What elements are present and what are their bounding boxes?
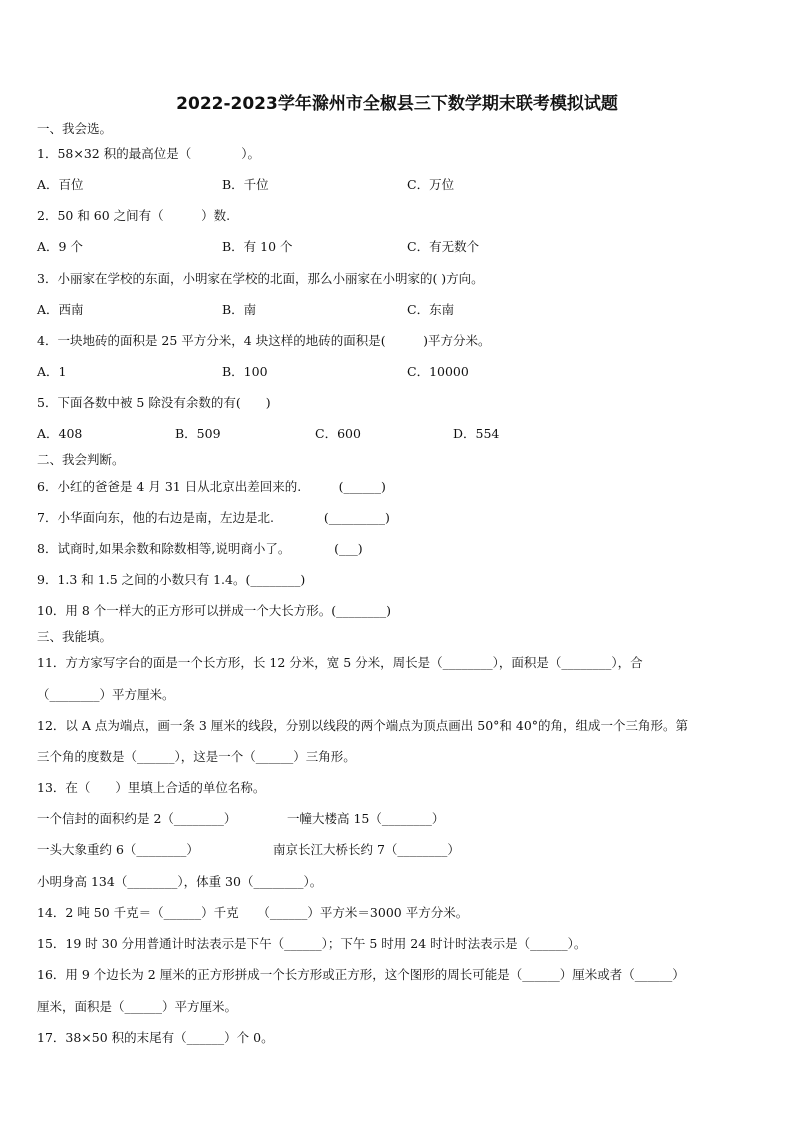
question-11-line-2: （________）平方厘米。 (37, 687, 175, 702)
question-4-option-a: A．1 (37, 364, 67, 379)
question-12-line-1: 12．以 A 点为端点，画一条 3 厘米的线段，分别以线段的两个端点为顶点画出 50°和 40°的角，组成一个三角形。第 (37, 718, 689, 733)
question-5: 5．下面各数中被 5 除没有余数的有( ) (37, 395, 271, 410)
question-13: 13．在（ ）里填上合适的单位名称。 (37, 780, 266, 795)
question-13-item-elephant: 一头大象重约 6（________） (37, 842, 199, 857)
question-1: 1．58×32 积的最高位是（ ）。 (37, 146, 260, 161)
question-4: 4．一块地砖的面积是 25 平方分米，4 块这样的地砖的面积是( )平方分米。 (37, 333, 491, 348)
question-6: 6．小红的爸爸是 4 月 31 日从北京出差回来的. (______) (37, 479, 386, 494)
question-2-option-a: A．9 个 (37, 239, 83, 254)
question-13-item-height-weight: 小明身高 134（________），体重 30（________）。 (37, 874, 323, 889)
question-13-item-building: 一幢大楼高 15（________） (287, 811, 445, 826)
question-4-option-b: B．100 (222, 364, 268, 379)
question-16-line-2: 厘米，面积是（______）平方厘米。 (37, 999, 238, 1014)
question-3: 3．小丽家在学校的东面，小明家在学校的北面，那么小丽家在小明家的( )方向。 (37, 271, 484, 286)
question-2: 2．50 和 60 之间有（ ）数. (37, 208, 231, 223)
question-13-item-envelope: 一个信封的面积约是 2（________） (37, 811, 237, 826)
question-9: 9．1.3 和 1.5 之间的小数只有 1.4。(________) (37, 572, 306, 587)
question-3-option-a: A．西南 (37, 302, 84, 317)
question-7: 7．小华面向东，他的右边是南，左边是北. (_________) (37, 510, 390, 525)
question-12-line-2: 三个角的度数是（______），这是一个（______）三角形。 (37, 749, 356, 764)
question-1-option-c: C．万位 (407, 177, 455, 192)
section-heading-judge: 二、我会判断。 (37, 452, 125, 467)
page-title: 2022-2023学年滁州市全椒县三下数学期末联考模拟试题 (176, 94, 618, 114)
question-3-option-c: C．东南 (407, 302, 455, 317)
question-2-option-b: B．有 10 个 (222, 239, 293, 254)
section-heading-fill: 三、我能填。 (37, 629, 113, 644)
question-16-line-1: 16．用 9 个边长为 2 厘米的正方形拼成一个长方形或正方形，这个图形的周长可能是（______）厘米或者（______） (37, 967, 685, 982)
question-1-option-a: A．百位 (37, 177, 84, 192)
question-3-option-b: B．南 (222, 302, 257, 317)
section-heading-choice: 一、我会选。 (37, 121, 113, 136)
question-5-option-b: B．509 (175, 426, 221, 441)
question-11-line-1: 11．方方家写字台的面是一个长方形，长 12 分米，宽 5 分米，周长是（________），面积是（________），合 (37, 655, 643, 670)
question-5-option-d: D．554 (453, 426, 500, 441)
question-5-option-a: A．408 (37, 426, 83, 441)
question-1-option-b: B．千位 (222, 177, 269, 192)
question-15: 15．19 时 30 分用普通计时法表示是下午（______）；下午 5 时用 24 时计时法表示是（______）。 (37, 936, 587, 951)
question-10: 10．用 8 个一样大的正方形可以拼成一个大长方形。(________) (37, 603, 392, 618)
question-8: 8．试商时,如果余数和除数相等,说明商小了。 (___) (37, 541, 363, 556)
question-13-item-bridge: 南京长江大桥长约 7（________） (273, 842, 460, 857)
question-4-option-c: C．10000 (407, 364, 469, 379)
question-14: 14．2 吨 50 千克＝（______）千克 （______）平方米＝3000 平方分米。 (37, 905, 469, 920)
question-5-option-c: C．600 (315, 426, 361, 441)
question-2-option-c: C．有无数个 (407, 239, 480, 254)
question-17: 17．38×50 积的末尾有（______）个 0。 (37, 1030, 274, 1045)
